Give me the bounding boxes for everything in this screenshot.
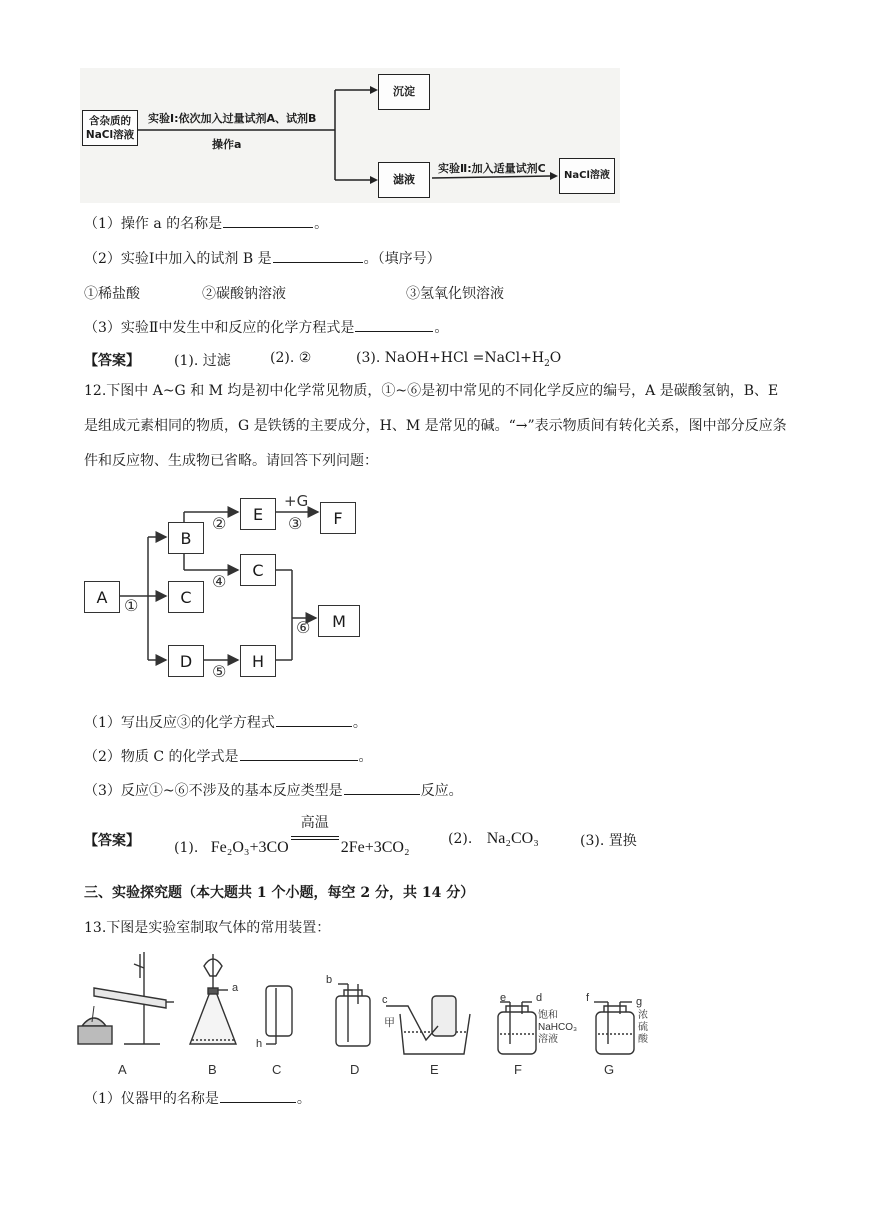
g-acid-label: 浓硫酸: [638, 1010, 648, 1045]
flow-op-label: 操作a: [212, 138, 242, 151]
apparatus-label-F: F: [514, 1062, 522, 1077]
port-c-label: c: [382, 994, 388, 1006]
flow-diagram-purification: [80, 68, 620, 203]
apparatus-label-D: D: [350, 1062, 360, 1077]
q11-sub1: （1）操作 a 的名称是 。: [84, 216, 329, 232]
q13-question-text: 13.下图是实验室制取气体的常用装置：: [84, 920, 331, 936]
reaction-2-label: ②: [212, 514, 227, 533]
answer-tag: 【答案】: [84, 353, 140, 369]
node-A: A: [84, 581, 120, 613]
port-d-label: d: [536, 992, 543, 1004]
node-F: F: [320, 502, 356, 534]
q11-sub2: （2）实验Ⅰ中加入的试剂 B 是 。（填序号）: [84, 251, 441, 267]
reaction-4-label: ④: [212, 572, 227, 591]
f-solution-label: 饱和NaHCO₃溶液: [538, 1010, 578, 1045]
q12-answer: [84, 815, 637, 856]
node-H: H: [240, 645, 276, 677]
q11-option-3: ③氢氧化钡溶液: [406, 286, 504, 302]
q13-sub1: （1）仪器甲的名称是 。: [84, 1091, 311, 1107]
q12-question-text: 12.下图中 A~G 和 M 均是初中化学常见物质，①~⑥是初中常见的不同化学反应的编号，A 是碳酸氢钠，B、E 是组成元素相同的物质，G 是铁锈的主要成分，H、M 是常见的碱。“→”表示物质间有转化关系，图中部分反应条件和反应物、生成物已省略。请回答下列问题：: [84, 383, 787, 469]
flow-diagram-lines: [80, 68, 620, 203]
reaction-1-label: ①: [124, 596, 139, 615]
port-a-label: a: [232, 982, 239, 994]
flow-precipitate-box: 沉淀: [378, 74, 430, 110]
node-C-right: C: [240, 554, 276, 586]
q12-sub1: （1）写出反应③的化学方程式 。: [84, 715, 367, 731]
reaction-3-label: ③: [288, 514, 303, 533]
node-E: E: [240, 498, 276, 530]
reaction-diagram: [80, 490, 380, 700]
reaction-6-label: ⑥: [296, 618, 311, 637]
q11-sub3: （3）实验Ⅱ中发生中和反应的化学方程式是 。: [84, 320, 449, 336]
q12-answer-2: (2). Na₂CO₃: [448, 830, 539, 847]
port-e-label: e: [500, 992, 507, 1004]
node-M: M: [318, 605, 360, 637]
port-g-label: g: [636, 996, 643, 1008]
q11-option-1: ①稀盐酸: [84, 286, 140, 302]
flow-start-box: 含杂质的NaCl溶液: [82, 110, 138, 146]
q12-sub2: （2）物质 C 的化学式是 。: [84, 749, 373, 765]
q12-answer-1: (1). Fe₂O₃+3CO 高温 2Fe+3CO₂: [174, 815, 410, 856]
section-3-title: 三、实验探究题（本大题共 1 个小题，每空 2 分，共 14 分）: [84, 885, 475, 901]
q11-answer-2: (2). ②: [270, 350, 312, 366]
port-h-label: h: [256, 1038, 263, 1050]
reaction-5-label: ⑤: [212, 662, 227, 681]
node-B: B: [168, 522, 204, 554]
flow-filtrate-box: 滤液: [378, 162, 430, 198]
q11-answer: [84, 350, 562, 370]
node-D: D: [168, 645, 204, 677]
answer-tag: 【答案】: [84, 833, 140, 849]
flow-exp2-label: 实验Ⅱ:加入适量试剂C: [438, 162, 546, 175]
q12-sub3: （3）反应①~⑥不涉及的基本反应类型是 反应。: [84, 783, 463, 799]
apparatus-label-G: G: [604, 1062, 615, 1077]
equation-equals-condition: 高温: [291, 830, 339, 846]
node-C-left: C: [168, 581, 204, 613]
lab-apparatus-figure: [74, 944, 654, 1084]
port-b-label: b: [326, 974, 333, 986]
apparatus-label-B: B: [208, 1062, 217, 1077]
port-f-label: f: [586, 992, 590, 1004]
q11-option-2: ②碳酸钠溶液: [202, 286, 286, 302]
q12-answer-3: (3). 置换: [580, 833, 637, 849]
apparatus-label-A: A: [118, 1062, 127, 1077]
apparatus-jia-label: 甲: [384, 1017, 395, 1029]
q11-options: [84, 283, 504, 303]
apparatus-label-E: E: [430, 1062, 439, 1077]
apparatus-label-C: C: [272, 1062, 282, 1077]
flow-end-box: NaCl溶液: [559, 158, 615, 194]
q11-answer-1: (1). 过滤: [174, 353, 231, 369]
flow-exp1-label: 实验Ⅰ:依次加入过量试剂A、试剂B: [148, 112, 317, 125]
q11-answer-3: (3). NaOH+HCl $=NaCl+H_2O$: [356, 350, 562, 369]
plus-G-label: +G: [284, 492, 309, 510]
